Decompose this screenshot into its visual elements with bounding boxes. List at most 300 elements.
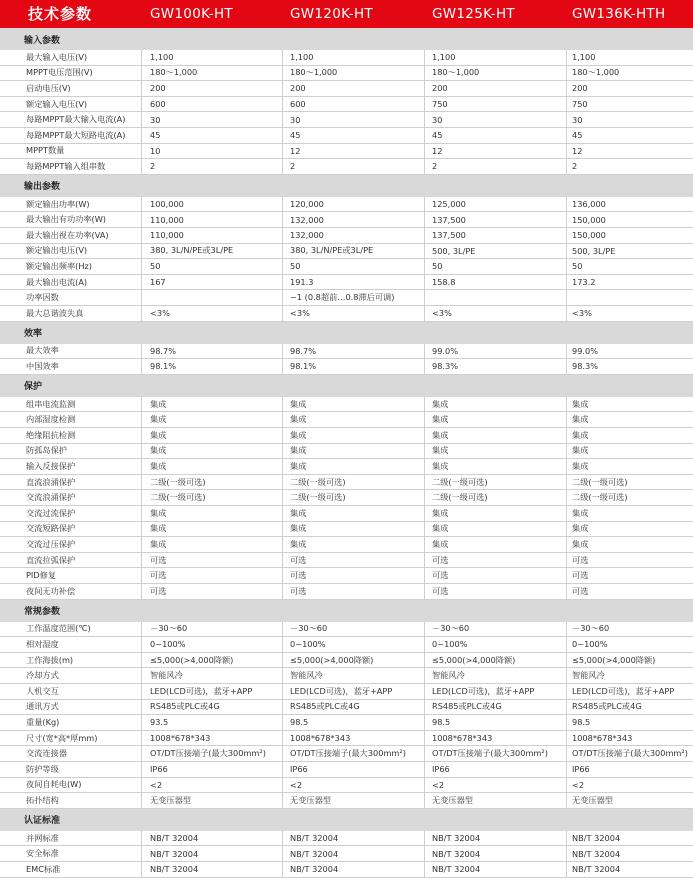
value-cell: 集成 <box>150 460 167 471</box>
column-divider <box>282 846 283 861</box>
column-divider <box>141 359 142 374</box>
value-cell: IP66 <box>150 764 168 775</box>
column-divider <box>566 553 567 568</box>
column-divider <box>282 668 283 683</box>
value-cell: 可选 <box>150 585 167 596</box>
column-divider <box>424 746 425 761</box>
value-cell: OT/DT压接端子(最大300mm²) <box>290 748 406 759</box>
column-divider <box>141 668 142 683</box>
value-cell: 150,000 <box>572 230 606 241</box>
row-label: 防孤岛保护 <box>26 445 67 456</box>
column-divider <box>566 522 567 537</box>
column-divider <box>141 128 142 143</box>
table-row <box>0 228 693 244</box>
table-row <box>0 715 693 731</box>
value-cell: 191.3 <box>290 277 314 288</box>
column-divider <box>141 397 142 412</box>
column-divider <box>566 66 567 81</box>
table-row <box>0 359 693 375</box>
value-cell: 180～1,000 <box>432 67 480 78</box>
value-cell: 二级(一级可选) <box>150 476 206 487</box>
value-cell: 二级(一级可选) <box>290 476 346 487</box>
column-divider <box>566 831 567 846</box>
column-divider <box>282 275 283 290</box>
section-header <box>0 175 693 197</box>
row-label: 安全标准 <box>26 848 59 859</box>
table-row <box>0 81 693 97</box>
column-divider <box>282 66 283 81</box>
column-divider <box>566 444 567 459</box>
column-divider <box>424 397 425 412</box>
section-header <box>0 322 693 344</box>
column-divider <box>566 412 567 427</box>
column-divider <box>141 584 142 599</box>
value-cell: NB/T 32004 <box>572 864 621 875</box>
column-divider <box>566 50 567 65</box>
column-divider <box>141 746 142 761</box>
column-divider <box>424 81 425 96</box>
value-cell: 集成 <box>150 523 167 534</box>
value-cell: 2 <box>290 161 296 172</box>
value-cell: 集成 <box>290 507 307 518</box>
value-cell: 0~100% <box>572 639 608 650</box>
column-divider <box>424 622 425 637</box>
column-divider <box>424 244 425 259</box>
value-cell: 750 <box>572 99 588 110</box>
table-row <box>0 397 693 413</box>
row-label: 启动电压(V) <box>26 82 71 93</box>
column-divider <box>141 553 142 568</box>
row-label: 交流过流保护 <box>26 507 76 518</box>
column-divider <box>424 144 425 159</box>
value-cell: 45 <box>432 130 443 141</box>
value-cell: <3% <box>432 308 452 319</box>
value-cell: 110,000 <box>150 214 184 225</box>
value-cell: IP66 <box>572 764 590 775</box>
table-row <box>0 344 693 360</box>
table-row <box>0 144 693 160</box>
column-divider <box>141 66 142 81</box>
row-label: 人机交互 <box>26 685 59 696</box>
column-divider <box>282 793 283 808</box>
column-divider <box>566 537 567 552</box>
column-divider <box>141 731 142 746</box>
column-divider <box>566 862 567 877</box>
value-cell: 集成 <box>572 507 589 518</box>
column-divider <box>424 112 425 127</box>
table-row <box>0 684 693 700</box>
column-divider <box>282 715 283 730</box>
value-cell: 137,500 <box>432 214 466 225</box>
column-divider <box>566 112 567 127</box>
table-row <box>0 275 693 291</box>
value-cell: RS485或PLC或4G <box>290 701 360 712</box>
section-title: 保护 <box>24 382 43 393</box>
row-label: 交流浪涌保护 <box>26 492 76 503</box>
value-cell: 30 <box>150 114 161 125</box>
row-label: 每路MPPT输入组串数 <box>26 160 106 171</box>
table-row <box>0 831 693 847</box>
table-row <box>0 637 693 653</box>
column-divider <box>424 228 425 243</box>
value-cell: －30～60 <box>150 623 188 634</box>
value-cell: 500, 3L/PE <box>432 245 476 256</box>
value-cell: NB/T 32004 <box>290 864 339 875</box>
value-cell: NB/T 32004 <box>432 833 481 844</box>
table-row <box>0 522 693 538</box>
column-divider <box>141 490 142 505</box>
value-cell: 180～1,000 <box>150 67 198 78</box>
column-divider <box>141 81 142 96</box>
column-divider <box>566 306 567 321</box>
table-row <box>0 653 693 669</box>
value-cell: 98.5 <box>290 717 309 728</box>
row-label: 最大输入电压(V) <box>26 51 88 62</box>
value-cell: 98.7% <box>150 345 177 356</box>
section-header <box>0 28 693 50</box>
section-header <box>0 809 693 831</box>
column-divider <box>424 428 425 443</box>
value-cell: 集成 <box>290 429 307 440</box>
column-divider <box>566 778 567 793</box>
value-cell: 30 <box>432 114 443 125</box>
value-cell: 45 <box>150 130 161 141</box>
table-row <box>0 793 693 809</box>
table-row <box>0 459 693 475</box>
table-row <box>0 762 693 778</box>
column-divider <box>424 159 425 174</box>
column-divider <box>424 259 425 274</box>
value-cell: 380, 3L/N/PE或3L/PE <box>150 245 234 256</box>
row-label: 组串电流监测 <box>26 398 76 409</box>
column-divider <box>566 622 567 637</box>
value-cell: 12 <box>290 145 301 156</box>
column-divider <box>141 762 142 777</box>
value-cell: 2 <box>572 161 578 172</box>
row-label: PID修复 <box>26 570 57 581</box>
column-divider <box>566 475 567 490</box>
value-cell: 可选 <box>150 570 167 581</box>
column-divider <box>282 746 283 761</box>
column-divider <box>141 475 142 490</box>
column-divider <box>282 584 283 599</box>
value-cell: 200 <box>432 83 448 94</box>
column-divider <box>282 684 283 699</box>
value-cell: 集成 <box>432 538 449 549</box>
column-divider <box>566 684 567 699</box>
header-bar <box>0 0 693 28</box>
value-cell: 50 <box>290 261 301 272</box>
row-label: 工作温度范围(℃) <box>26 623 91 634</box>
section-title: 常规参数 <box>24 607 61 618</box>
row-label: 最大效率 <box>26 345 59 356</box>
value-cell: 集成 <box>432 523 449 534</box>
value-cell: ≤5,000(>4,000降额) <box>150 654 234 665</box>
column-divider <box>282 553 283 568</box>
value-cell: 132,000 <box>290 230 324 241</box>
value-cell: 可选 <box>432 585 449 596</box>
value-cell: 50 <box>150 261 161 272</box>
value-cell: RS485或PLC或4G <box>432 701 502 712</box>
row-label: 功率因数 <box>26 292 59 303</box>
column-divider <box>141 50 142 65</box>
column-divider <box>566 506 567 521</box>
value-cell: 50 <box>432 261 443 272</box>
value-cell: 可选 <box>572 570 589 581</box>
column-divider <box>566 568 567 583</box>
value-cell: 可选 <box>290 585 307 596</box>
value-cell: 集成 <box>290 460 307 471</box>
row-label: 并网标准 <box>26 832 59 843</box>
column-divider <box>282 259 283 274</box>
value-cell: 集成 <box>290 538 307 549</box>
column-divider <box>282 637 283 652</box>
value-cell: 二级(一级可选) <box>572 476 628 487</box>
column-divider <box>566 793 567 808</box>
value-cell: OT/DT压接端子(最大300mm²) <box>572 748 688 759</box>
row-label: 最大输出有功功率(W) <box>26 214 106 225</box>
row-label: 额定输出功率(W) <box>26 198 90 209</box>
value-cell: 750 <box>432 99 448 110</box>
row-label: 额定输出频率(Hz) <box>26 260 92 271</box>
column-divider <box>141 637 142 652</box>
column-divider <box>282 568 283 583</box>
value-cell: 98.5 <box>432 717 451 728</box>
value-cell: 集成 <box>290 523 307 534</box>
table-row <box>0 731 693 747</box>
value-cell: 50 <box>572 261 583 272</box>
column-divider <box>566 290 567 305</box>
column-divider <box>424 831 425 846</box>
value-cell: 1,100 <box>432 52 456 63</box>
value-cell: 2 <box>432 161 438 172</box>
column-divider <box>141 444 142 459</box>
value-cell: 180～1,000 <box>572 67 620 78</box>
column-divider <box>424 700 425 715</box>
value-cell: 200 <box>572 83 588 94</box>
column-divider <box>424 475 425 490</box>
column-divider <box>282 397 283 412</box>
column-divider <box>424 762 425 777</box>
column-divider <box>282 762 283 777</box>
value-cell: 125,000 <box>432 199 466 210</box>
row-label: 每路MPPT最大短路电流(A) <box>26 129 126 140</box>
column-divider <box>566 97 567 112</box>
value-cell: 可选 <box>290 570 307 581</box>
column-divider <box>424 537 425 552</box>
column-divider <box>282 290 283 305</box>
value-cell: 93.5 <box>150 717 169 728</box>
value-cell: 1,100 <box>290 52 314 63</box>
value-cell: 0~100% <box>150 639 186 650</box>
row-label: 最大总谐波失真 <box>26 307 84 318</box>
column-divider <box>141 344 142 359</box>
column-divider <box>282 506 283 521</box>
column-divider <box>566 159 567 174</box>
table-row <box>0 50 693 66</box>
table-row <box>0 97 693 113</box>
column-divider <box>141 846 142 861</box>
column-divider <box>566 81 567 96</box>
value-cell: 98.5 <box>572 717 591 728</box>
column-divider <box>424 653 425 668</box>
column-divider <box>424 584 425 599</box>
value-cell: ≤5,000(>4,000降额) <box>572 654 656 665</box>
value-cell: NB/T 32004 <box>572 848 621 859</box>
value-cell: 集成 <box>572 445 589 456</box>
column-divider <box>566 128 567 143</box>
value-cell: 智能风冷 <box>572 670 605 681</box>
column-divider <box>282 831 283 846</box>
value-cell: 120,000 <box>290 199 324 210</box>
value-cell: 600 <box>290 99 306 110</box>
column-divider <box>141 428 142 443</box>
column-divider <box>282 197 283 212</box>
value-cell: 二级(一级可选) <box>572 492 628 503</box>
column-divider <box>141 459 142 474</box>
column-divider <box>424 684 425 699</box>
column-divider <box>424 459 425 474</box>
value-cell: 98.3% <box>572 361 599 372</box>
value-cell: <3% <box>290 308 310 319</box>
page-title: 技术参数 <box>28 5 93 23</box>
column-divider <box>141 537 142 552</box>
value-cell: 二级(一级可选) <box>432 476 488 487</box>
column-divider <box>141 700 142 715</box>
column-divider <box>566 459 567 474</box>
value-cell: <3% <box>150 308 170 319</box>
column-divider <box>141 831 142 846</box>
column-divider <box>141 259 142 274</box>
column-divider <box>141 159 142 174</box>
value-cell: OT/DT压接端子(最大300mm²) <box>150 748 266 759</box>
value-cell: LED(LCD可选)，蓝牙+APP <box>150 685 253 696</box>
row-label: 夜间自耗电(W) <box>26 779 82 790</box>
value-cell: NB/T 32004 <box>290 848 339 859</box>
column-divider <box>566 344 567 359</box>
column-divider <box>424 344 425 359</box>
row-label: 绝缘阻抗检测 <box>26 429 76 440</box>
table-row <box>0 259 693 275</box>
table-row <box>0 506 693 522</box>
value-cell: 0~100% <box>432 639 468 650</box>
value-cell: 600 <box>150 99 166 110</box>
column-divider <box>566 653 567 668</box>
value-cell: 98.3% <box>432 361 459 372</box>
column-divider <box>424 412 425 427</box>
row-label: 最大输出视在功率(VA) <box>26 229 109 240</box>
column-divider <box>141 275 142 290</box>
column-divider <box>282 412 283 427</box>
value-cell: 可选 <box>572 554 589 565</box>
column-divider <box>282 344 283 359</box>
column-divider <box>282 144 283 159</box>
column-divider <box>424 50 425 65</box>
row-label: 工作海拔(m) <box>26 654 74 665</box>
value-cell: 无变压器型 <box>150 794 191 805</box>
value-cell: 集成 <box>150 538 167 549</box>
value-cell: 12 <box>432 145 443 156</box>
value-cell: 110,000 <box>150 230 184 241</box>
table-row <box>0 846 693 862</box>
table-row <box>0 159 693 175</box>
column-divider <box>566 144 567 159</box>
column-divider <box>424 212 425 227</box>
column-divider <box>141 290 142 305</box>
column-divider <box>282 306 283 321</box>
value-cell: 集成 <box>432 460 449 471</box>
column-divider <box>566 244 567 259</box>
row-label: 拓扑结构 <box>26 794 59 805</box>
row-label: 直流浪涌保护 <box>26 476 76 487</box>
column-divider <box>282 622 283 637</box>
value-cell: NB/T 32004 <box>290 833 339 844</box>
table-row <box>0 568 693 584</box>
column-divider <box>424 97 425 112</box>
table-row <box>0 197 693 213</box>
column-divider <box>566 762 567 777</box>
value-cell: 可选 <box>572 585 589 596</box>
value-cell: 智能风冷 <box>290 670 323 681</box>
value-cell: 132,000 <box>290 214 324 225</box>
table-row <box>0 490 693 506</box>
column-divider <box>282 359 283 374</box>
model-header-4: GW136K-HTH <box>572 6 666 22</box>
column-divider <box>141 412 142 427</box>
column-divider <box>141 653 142 668</box>
column-divider <box>566 359 567 374</box>
row-label: 输入反接保护 <box>26 460 76 471</box>
row-label: 尺寸(宽*高*厚mm) <box>26 732 98 743</box>
value-cell: 1008*678*343 <box>150 733 211 744</box>
value-cell: 集成 <box>290 398 307 409</box>
row-label: EMC标准 <box>26 863 61 874</box>
value-cell: ≤5,000(>4,000降额) <box>432 654 516 665</box>
column-divider <box>424 306 425 321</box>
table-row <box>0 584 693 600</box>
column-divider <box>141 793 142 808</box>
column-divider <box>424 731 425 746</box>
column-divider <box>424 715 425 730</box>
column-divider <box>424 66 425 81</box>
column-divider <box>141 144 142 159</box>
value-cell: 99.0% <box>432 345 459 356</box>
value-cell: 98.7% <box>290 345 317 356</box>
value-cell: 集成 <box>150 398 167 409</box>
value-cell: 150,000 <box>572 214 606 225</box>
value-cell: 30 <box>572 114 583 125</box>
section-title: 效率 <box>24 329 43 340</box>
column-divider <box>566 397 567 412</box>
column-divider <box>424 553 425 568</box>
value-cell: 173.2 <box>572 277 596 288</box>
value-cell: 集成 <box>572 523 589 534</box>
column-divider <box>282 444 283 459</box>
value-cell: 二级(一级可选) <box>150 492 206 503</box>
value-cell: 1008*678*343 <box>290 733 351 744</box>
column-divider <box>282 522 283 537</box>
value-cell: 98.1% <box>290 361 317 372</box>
value-cell: 集成 <box>572 460 589 471</box>
column-divider <box>566 731 567 746</box>
value-cell: 集成 <box>432 445 449 456</box>
value-cell: 167 <box>150 277 166 288</box>
table-row <box>0 66 693 82</box>
column-divider <box>566 700 567 715</box>
column-divider <box>282 459 283 474</box>
column-divider <box>141 197 142 212</box>
table-row <box>0 444 693 460</box>
